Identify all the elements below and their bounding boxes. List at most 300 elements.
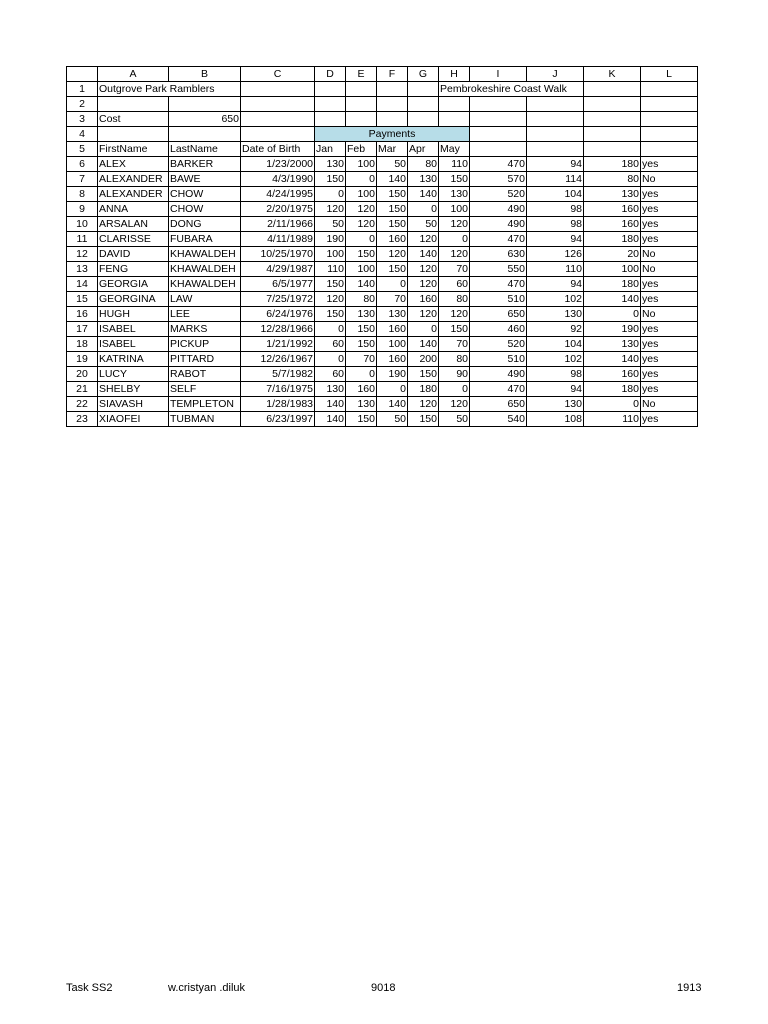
column-header-a[interactable]: A	[98, 67, 169, 82]
mar-cell[interactable]: 150	[377, 187, 408, 202]
jan-cell[interactable]: 100	[315, 247, 346, 262]
row-number[interactable]: 22	[67, 397, 98, 412]
col-l-cell[interactable]: yes	[641, 322, 698, 337]
last-name-cell[interactable]: CHOW	[169, 187, 241, 202]
col-l-cell[interactable]: yes	[641, 337, 698, 352]
mar-cell[interactable]: 150	[377, 262, 408, 277]
jan-cell[interactable]: 60	[315, 337, 346, 352]
mar-cell[interactable]: 50	[377, 412, 408, 427]
first-name-cell[interactable]: KATRINA	[98, 352, 169, 367]
apr-cell[interactable]: 0	[408, 322, 439, 337]
column-header-g[interactable]: G	[408, 67, 439, 82]
cell[interactable]	[241, 127, 315, 142]
col-j-cell[interactable]: 104	[527, 187, 584, 202]
cell[interactable]	[470, 127, 527, 142]
mar-cell[interactable]: 140	[377, 172, 408, 187]
row-number[interactable]: 12	[67, 247, 98, 262]
dob-cell[interactable]: 6/23/1997	[241, 412, 315, 427]
first-name-cell[interactable]: SHELBY	[98, 382, 169, 397]
cell[interactable]	[641, 112, 698, 127]
col-l-cell[interactable]: yes	[641, 367, 698, 382]
cell[interactable]	[584, 127, 641, 142]
col-l-cell[interactable]: No	[641, 262, 698, 277]
mar-cell[interactable]: 160	[377, 352, 408, 367]
cell[interactable]	[346, 97, 377, 112]
total-cell[interactable]: 490	[470, 217, 527, 232]
may-cell[interactable]: 0	[439, 232, 470, 247]
col-k-cell[interactable]: 130	[584, 187, 641, 202]
col-k-cell[interactable]: 0	[584, 307, 641, 322]
feb-cell[interactable]: 160	[346, 382, 377, 397]
feb-cell[interactable]: 150	[346, 337, 377, 352]
payments-header-cell[interactable]: Payments	[315, 127, 470, 142]
dob-cell[interactable]: 12/26/1967	[241, 352, 315, 367]
dob-cell[interactable]: 4/11/1989	[241, 232, 315, 247]
total-cell[interactable]: 520	[470, 337, 527, 352]
col-k-cell[interactable]: 180	[584, 382, 641, 397]
header-may[interactable]: May	[439, 142, 470, 157]
cell[interactable]	[241, 112, 315, 127]
may-cell[interactable]: 0	[439, 382, 470, 397]
first-name-cell[interactable]: ALEXANDER	[98, 172, 169, 187]
dob-cell[interactable]: 1/28/1983	[241, 397, 315, 412]
last-name-cell[interactable]: FUBARA	[169, 232, 241, 247]
last-name-cell[interactable]: BARKER	[169, 157, 241, 172]
dob-cell[interactable]: 6/5/1977	[241, 277, 315, 292]
dob-cell[interactable]: 5/7/1982	[241, 367, 315, 382]
first-name-cell[interactable]: ANNA	[98, 202, 169, 217]
total-cell[interactable]: 510	[470, 352, 527, 367]
dob-cell[interactable]: 2/20/1975	[241, 202, 315, 217]
col-k-cell[interactable]: 80	[584, 172, 641, 187]
cell[interactable]	[470, 112, 527, 127]
col-k-cell[interactable]: 140	[584, 352, 641, 367]
cell[interactable]	[169, 97, 241, 112]
col-j-cell[interactable]: 102	[527, 352, 584, 367]
first-name-cell[interactable]: HUGH	[98, 307, 169, 322]
may-cell[interactable]: 60	[439, 277, 470, 292]
col-k-cell[interactable]: 130	[584, 337, 641, 352]
cell[interactable]	[439, 97, 470, 112]
col-j-cell[interactable]: 92	[527, 322, 584, 337]
feb-cell[interactable]: 140	[346, 277, 377, 292]
column-header-h[interactable]: H	[439, 67, 470, 82]
total-cell[interactable]: 490	[470, 367, 527, 382]
row-number[interactable]: 3	[67, 112, 98, 127]
cell[interactable]	[584, 112, 641, 127]
column-header-c[interactable]: C	[241, 67, 315, 82]
total-cell[interactable]: 460	[470, 322, 527, 337]
may-cell[interactable]: 120	[439, 217, 470, 232]
col-j-cell[interactable]: 94	[527, 277, 584, 292]
first-name-cell[interactable]: ARSALAN	[98, 217, 169, 232]
cell[interactable]	[527, 112, 584, 127]
cell[interactable]	[315, 82, 346, 97]
col-j-cell[interactable]: 94	[527, 382, 584, 397]
total-cell[interactable]: 470	[470, 157, 527, 172]
feb-cell[interactable]: 70	[346, 352, 377, 367]
col-k-cell[interactable]: 140	[584, 292, 641, 307]
total-cell[interactable]: 510	[470, 292, 527, 307]
last-name-cell[interactable]: RABOT	[169, 367, 241, 382]
row-number[interactable]: 8	[67, 187, 98, 202]
cell[interactable]	[641, 82, 698, 97]
column-header-f[interactable]: F	[377, 67, 408, 82]
first-name-cell[interactable]: SIAVASH	[98, 397, 169, 412]
mar-cell[interactable]: 70	[377, 292, 408, 307]
mar-cell[interactable]: 0	[377, 382, 408, 397]
cell[interactable]	[377, 112, 408, 127]
dob-cell[interactable]: 2/11/1966	[241, 217, 315, 232]
first-name-cell[interactable]: ISABEL	[98, 337, 169, 352]
feb-cell[interactable]: 130	[346, 397, 377, 412]
col-l-cell[interactable]: yes	[641, 187, 698, 202]
cost-value-cell[interactable]: 650	[169, 112, 241, 127]
column-header-b[interactable]: B	[169, 67, 241, 82]
feb-cell[interactable]: 120	[346, 202, 377, 217]
feb-cell[interactable]: 0	[346, 367, 377, 382]
apr-cell[interactable]: 180	[408, 382, 439, 397]
col-j-cell[interactable]: 114	[527, 172, 584, 187]
cell[interactable]	[584, 97, 641, 112]
apr-cell[interactable]: 50	[408, 217, 439, 232]
header-mar[interactable]: Mar	[377, 142, 408, 157]
header-firstname[interactable]: FirstName	[98, 142, 169, 157]
total-cell[interactable]: 490	[470, 202, 527, 217]
may-cell[interactable]: 90	[439, 367, 470, 382]
col-l-cell[interactable]: yes	[641, 157, 698, 172]
apr-cell[interactable]: 130	[408, 172, 439, 187]
last-name-cell[interactable]: CHOW	[169, 202, 241, 217]
jan-cell[interactable]: 110	[315, 262, 346, 277]
cell[interactable]	[584, 82, 641, 97]
may-cell[interactable]: 80	[439, 292, 470, 307]
column-header-i[interactable]: I	[470, 67, 527, 82]
feb-cell[interactable]: 150	[346, 412, 377, 427]
apr-cell[interactable]: 0	[408, 202, 439, 217]
cell[interactable]	[641, 127, 698, 142]
col-l-cell[interactable]: yes	[641, 217, 698, 232]
jan-cell[interactable]: 60	[315, 367, 346, 382]
apr-cell[interactable]: 150	[408, 412, 439, 427]
header-date-of-birth[interactable]: Date of Birth	[241, 142, 315, 157]
dob-cell[interactable]: 1/21/1992	[241, 337, 315, 352]
col-k-cell[interactable]: 180	[584, 232, 641, 247]
first-name-cell[interactable]: FENG	[98, 262, 169, 277]
may-cell[interactable]: 50	[439, 412, 470, 427]
mar-cell[interactable]: 50	[377, 157, 408, 172]
jan-cell[interactable]: 150	[315, 277, 346, 292]
dob-cell[interactable]: 7/25/1972	[241, 292, 315, 307]
header-apr[interactable]: Apr	[408, 142, 439, 157]
cell[interactable]	[377, 97, 408, 112]
column-header-d[interactable]: D	[315, 67, 346, 82]
col-j-cell[interactable]: 98	[527, 202, 584, 217]
last-name-cell[interactable]: TUBMAN	[169, 412, 241, 427]
feb-cell[interactable]: 0	[346, 172, 377, 187]
feb-cell[interactable]: 120	[346, 217, 377, 232]
total-cell[interactable]: 540	[470, 412, 527, 427]
feb-cell[interactable]: 150	[346, 247, 377, 262]
row-number[interactable]: 2	[67, 97, 98, 112]
row-number[interactable]: 17	[67, 322, 98, 337]
cell[interactable]	[527, 97, 584, 112]
apr-cell[interactable]: 140	[408, 337, 439, 352]
may-cell[interactable]: 110	[439, 157, 470, 172]
feb-cell[interactable]: 0	[346, 232, 377, 247]
col-k-cell[interactable]: 100	[584, 262, 641, 277]
col-j-cell[interactable]: 126	[527, 247, 584, 262]
first-name-cell[interactable]: CLARISSE	[98, 232, 169, 247]
total-cell[interactable]: 650	[470, 397, 527, 412]
dob-cell[interactable]: 12/28/1966	[241, 322, 315, 337]
last-name-cell[interactable]: DONG	[169, 217, 241, 232]
cost-label-cell[interactable]: Cost	[98, 112, 169, 127]
header-lastname[interactable]: LastName	[169, 142, 241, 157]
last-name-cell[interactable]: LEE	[169, 307, 241, 322]
apr-cell[interactable]: 80	[408, 157, 439, 172]
jan-cell[interactable]: 130	[315, 382, 346, 397]
may-cell[interactable]: 70	[439, 262, 470, 277]
col-k-cell[interactable]: 190	[584, 322, 641, 337]
col-l-cell[interactable]: No	[641, 247, 698, 262]
apr-cell[interactable]: 120	[408, 307, 439, 322]
col-j-cell[interactable]: 102	[527, 292, 584, 307]
may-cell[interactable]: 70	[439, 337, 470, 352]
cell[interactable]	[641, 142, 698, 157]
may-cell[interactable]: 100	[439, 202, 470, 217]
apr-cell[interactable]: 150	[408, 367, 439, 382]
row-number[interactable]: 14	[67, 277, 98, 292]
feb-cell[interactable]: 100	[346, 187, 377, 202]
total-cell[interactable]: 650	[470, 307, 527, 322]
cell[interactable]	[241, 97, 315, 112]
total-cell[interactable]: 470	[470, 277, 527, 292]
walk-name-cell[interactable]: Pembrokeshire Coast Walk	[440, 83, 567, 95]
jan-cell[interactable]: 120	[315, 202, 346, 217]
dob-cell[interactable]: 1/23/2000	[241, 157, 315, 172]
apr-cell[interactable]: 120	[408, 277, 439, 292]
cell[interactable]	[377, 82, 408, 97]
cell[interactable]	[315, 97, 346, 112]
row-number[interactable]: 9	[67, 202, 98, 217]
may-cell[interactable]: 80	[439, 352, 470, 367]
mar-cell[interactable]: 160	[377, 232, 408, 247]
last-name-cell[interactable]: LAW	[169, 292, 241, 307]
cell[interactable]	[315, 112, 346, 127]
mar-cell[interactable]: 120	[377, 247, 408, 262]
col-k-cell[interactable]: 160	[584, 217, 641, 232]
title-cell[interactable]: Outgrove Park Ramblers	[99, 83, 215, 95]
cell[interactable]	[241, 82, 315, 97]
feb-cell[interactable]: 130	[346, 307, 377, 322]
col-l-cell[interactable]: yes	[641, 382, 698, 397]
cell[interactable]	[98, 97, 169, 112]
last-name-cell[interactable]: TEMPLETON	[169, 397, 241, 412]
first-name-cell[interactable]: ALEX	[98, 157, 169, 172]
cell[interactable]	[527, 127, 584, 142]
col-l-cell[interactable]: yes	[641, 352, 698, 367]
col-l-cell[interactable]: No	[641, 307, 698, 322]
cell[interactable]	[98, 127, 169, 142]
header-jan[interactable]: Jan	[315, 142, 346, 157]
feb-cell[interactable]: 100	[346, 157, 377, 172]
cell[interactable]	[439, 112, 470, 127]
col-k-cell[interactable]: 180	[584, 157, 641, 172]
last-name-cell[interactable]: KHAWALDEH	[169, 247, 241, 262]
row-number[interactable]: 5	[67, 142, 98, 157]
apr-cell[interactable]: 120	[408, 232, 439, 247]
mar-cell[interactable]: 140	[377, 397, 408, 412]
cell[interactable]	[169, 127, 241, 142]
total-cell[interactable]: 470	[470, 232, 527, 247]
total-cell[interactable]: 470	[470, 382, 527, 397]
col-j-cell[interactable]: 94	[527, 157, 584, 172]
last-name-cell[interactable]: SELF	[169, 382, 241, 397]
dob-cell[interactable]: 4/29/1987	[241, 262, 315, 277]
col-l-cell[interactable]: yes	[641, 292, 698, 307]
jan-cell[interactable]: 120	[315, 292, 346, 307]
jan-cell[interactable]: 50	[315, 217, 346, 232]
col-l-cell[interactable]: yes	[641, 202, 698, 217]
apr-cell[interactable]: 160	[408, 292, 439, 307]
col-k-cell[interactable]: 0	[584, 397, 641, 412]
apr-cell[interactable]: 140	[408, 187, 439, 202]
mar-cell[interactable]: 190	[377, 367, 408, 382]
last-name-cell[interactable]: BAWE	[169, 172, 241, 187]
row-number[interactable]: 4	[67, 127, 98, 142]
jan-cell[interactable]: 0	[315, 322, 346, 337]
may-cell[interactable]: 150	[439, 322, 470, 337]
last-name-cell[interactable]: PITTARD	[169, 352, 241, 367]
row-number[interactable]: 7	[67, 172, 98, 187]
first-name-cell[interactable]: GEORGIA	[98, 277, 169, 292]
row-number[interactable]: 20	[67, 367, 98, 382]
row-number[interactable]: 13	[67, 262, 98, 277]
may-cell[interactable]: 120	[439, 307, 470, 322]
may-cell[interactable]: 120	[439, 397, 470, 412]
last-name-cell[interactable]: KHAWALDEH	[169, 262, 241, 277]
col-j-cell[interactable]: 98	[527, 367, 584, 382]
may-cell[interactable]: 120	[439, 247, 470, 262]
cell[interactable]	[408, 82, 439, 97]
col-j-cell[interactable]: 130	[527, 397, 584, 412]
jan-cell[interactable]: 130	[315, 157, 346, 172]
row-number[interactable]: 10	[67, 217, 98, 232]
col-l-cell[interactable]: No	[641, 397, 698, 412]
col-j-cell[interactable]: 94	[527, 232, 584, 247]
col-k-cell[interactable]: 160	[584, 367, 641, 382]
jan-cell[interactable]: 0	[315, 187, 346, 202]
apr-cell[interactable]: 120	[408, 397, 439, 412]
feb-cell[interactable]: 150	[346, 322, 377, 337]
col-l-cell[interactable]: yes	[641, 277, 698, 292]
first-name-cell[interactable]: ALEXANDER	[98, 187, 169, 202]
cell[interactable]	[408, 112, 439, 127]
row-number[interactable]: 16	[67, 307, 98, 322]
mar-cell[interactable]: 150	[377, 217, 408, 232]
header-feb[interactable]: Feb	[346, 142, 377, 157]
apr-cell[interactable]: 140	[408, 247, 439, 262]
col-k-cell[interactable]: 180	[584, 277, 641, 292]
mar-cell[interactable]: 100	[377, 337, 408, 352]
dob-cell[interactable]: 10/25/1970	[241, 247, 315, 262]
col-j-cell[interactable]: 104	[527, 337, 584, 352]
total-cell[interactable]: 630	[470, 247, 527, 262]
mar-cell[interactable]: 130	[377, 307, 408, 322]
cell[interactable]	[346, 112, 377, 127]
mar-cell[interactable]: 0	[377, 277, 408, 292]
row-number[interactable]: 21	[67, 382, 98, 397]
row-number[interactable]: 23	[67, 412, 98, 427]
first-name-cell[interactable]: DAVID	[98, 247, 169, 262]
col-l-cell[interactable]: yes	[641, 232, 698, 247]
jan-cell[interactable]: 140	[315, 397, 346, 412]
cell[interactable]	[584, 142, 641, 157]
jan-cell[interactable]: 140	[315, 412, 346, 427]
may-cell[interactable]: 130	[439, 187, 470, 202]
cell[interactable]	[346, 82, 377, 97]
col-j-cell[interactable]: 98	[527, 217, 584, 232]
first-name-cell[interactable]: LUCY	[98, 367, 169, 382]
cell[interactable]	[470, 97, 527, 112]
total-cell[interactable]: 550	[470, 262, 527, 277]
apr-cell[interactable]: 200	[408, 352, 439, 367]
col-k-cell[interactable]: 160	[584, 202, 641, 217]
column-header-e[interactable]: E	[346, 67, 377, 82]
cell[interactable]	[641, 97, 698, 112]
column-header-l[interactable]: L	[641, 67, 698, 82]
col-j-cell[interactable]: 110	[527, 262, 584, 277]
jan-cell[interactable]: 150	[315, 307, 346, 322]
row-number[interactable]: 6	[67, 157, 98, 172]
jan-cell[interactable]: 190	[315, 232, 346, 247]
apr-cell[interactable]: 120	[408, 262, 439, 277]
row-number[interactable]: 18	[67, 337, 98, 352]
column-header-j[interactable]: J	[527, 67, 584, 82]
col-l-cell[interactable]: yes	[641, 412, 698, 427]
row-number[interactable]: 19	[67, 352, 98, 367]
column-header-k[interactable]: K	[584, 67, 641, 82]
jan-cell[interactable]: 150	[315, 172, 346, 187]
total-cell[interactable]: 520	[470, 187, 527, 202]
last-name-cell[interactable]: KHAWALDEH	[169, 277, 241, 292]
dob-cell[interactable]: 7/16/1975	[241, 382, 315, 397]
dob-cell[interactable]: 4/3/1990	[241, 172, 315, 187]
dob-cell[interactable]: 4/24/1995	[241, 187, 315, 202]
feb-cell[interactable]: 80	[346, 292, 377, 307]
dob-cell[interactable]: 6/24/1976	[241, 307, 315, 322]
first-name-cell[interactable]: XIAOFEI	[98, 412, 169, 427]
col-k-cell[interactable]: 20	[584, 247, 641, 262]
col-j-cell[interactable]: 130	[527, 307, 584, 322]
mar-cell[interactable]: 160	[377, 322, 408, 337]
cell[interactable]	[527, 142, 584, 157]
col-k-cell[interactable]: 110	[584, 412, 641, 427]
cell[interactable]	[470, 142, 527, 157]
col-j-cell[interactable]: 108	[527, 412, 584, 427]
feb-cell[interactable]: 100	[346, 262, 377, 277]
row-number[interactable]: 15	[67, 292, 98, 307]
col-l-cell[interactable]: No	[641, 172, 698, 187]
first-name-cell[interactable]: GEORGINA	[98, 292, 169, 307]
total-cell[interactable]: 570	[470, 172, 527, 187]
may-cell[interactable]: 150	[439, 172, 470, 187]
first-name-cell[interactable]: ISABEL	[98, 322, 169, 337]
jan-cell[interactable]: 0	[315, 352, 346, 367]
mar-cell[interactable]: 150	[377, 202, 408, 217]
row-number[interactable]: 11	[67, 232, 98, 247]
